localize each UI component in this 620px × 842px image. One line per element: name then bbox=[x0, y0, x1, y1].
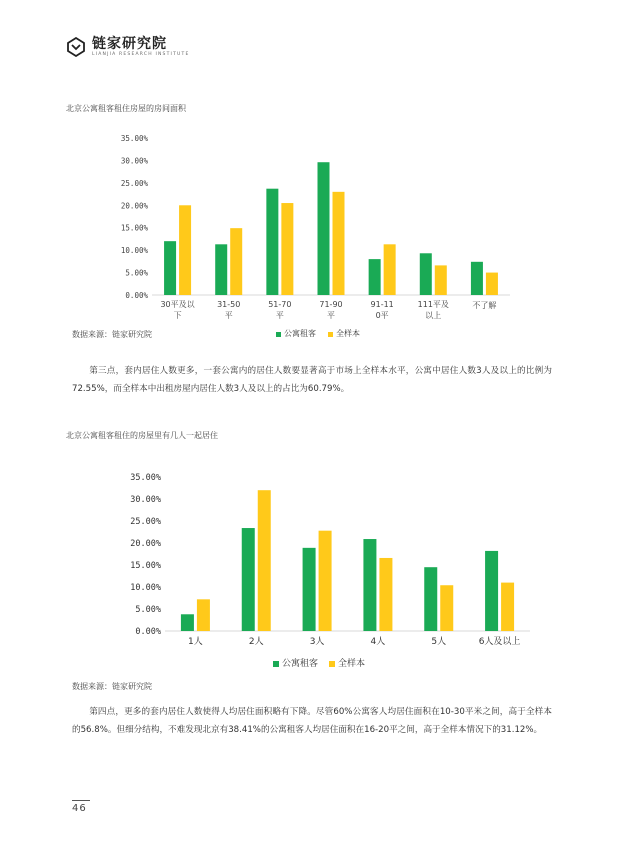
y-tick-label: 5.00% bbox=[135, 605, 161, 615]
bar bbox=[471, 262, 483, 295]
bar bbox=[424, 567, 437, 631]
x-tick-label: 111平及 bbox=[417, 300, 449, 309]
bar bbox=[440, 585, 453, 631]
y-tick-label: 25.00% bbox=[130, 517, 161, 527]
y-tick-label: 0.00% bbox=[125, 291, 148, 300]
chart2-title: 北京公寓租客租住的房屋里有几人一起居住 bbox=[66, 431, 218, 440]
logo bbox=[66, 36, 190, 58]
bar bbox=[258, 490, 271, 631]
legend-swatch bbox=[273, 661, 279, 667]
bar bbox=[319, 531, 332, 631]
bar bbox=[363, 539, 376, 631]
bar bbox=[303, 548, 316, 631]
chart2-source: 数据来源：链家研究院 bbox=[72, 682, 152, 691]
logo-icon bbox=[66, 37, 86, 57]
bar bbox=[485, 551, 498, 631]
x-tick-label: 1人 bbox=[188, 637, 203, 647]
y-tick-label: 30.00% bbox=[120, 156, 148, 166]
y-tick-label: 35.00% bbox=[130, 473, 161, 483]
legend-swatch bbox=[276, 332, 281, 337]
legend-label: 全样本 bbox=[338, 659, 366, 669]
legend-label: 公寓租客 bbox=[282, 659, 319, 669]
chart1-title: 北京公寓租客租住房屋的房间面积 bbox=[66, 104, 186, 113]
bar bbox=[281, 203, 293, 295]
bar bbox=[197, 599, 210, 631]
chart1-source: 数据来源：链家研究院 bbox=[72, 330, 152, 339]
x-tick-label: 3人 bbox=[309, 637, 325, 647]
bar bbox=[384, 244, 396, 295]
bar bbox=[242, 528, 255, 631]
x-tick-label: 71-90 bbox=[319, 300, 343, 309]
y-tick-label: 10.00% bbox=[130, 583, 161, 593]
legend-label: 公寓租客 bbox=[284, 329, 316, 338]
x-tick-label: 2人 bbox=[248, 637, 264, 647]
y-tick-label: 15.00% bbox=[130, 561, 161, 571]
x-tick-label: 31-50 bbox=[217, 300, 241, 309]
y-tick-label: 15.00% bbox=[120, 223, 148, 233]
x-tick-label-cont: 以上 bbox=[425, 311, 442, 320]
x-tick-label: 不了解 bbox=[472, 301, 497, 310]
page-number: 46 bbox=[72, 803, 87, 814]
bar bbox=[435, 265, 447, 295]
x-tick-label: 4人 bbox=[370, 637, 386, 647]
bar bbox=[179, 205, 191, 295]
y-tick-label: 35.00% bbox=[120, 134, 148, 143]
y-tick-label: 20.00% bbox=[130, 539, 161, 549]
x-tick-label-cont: 下 bbox=[173, 311, 182, 320]
chart2-plot bbox=[130, 473, 530, 669]
y-tick-label: 10.00% bbox=[120, 246, 148, 256]
x-tick-label: 30平及以 bbox=[160, 300, 195, 309]
x-tick-label: 91-11 bbox=[370, 300, 394, 309]
bar bbox=[501, 583, 514, 631]
x-tick-label: 5人 bbox=[431, 637, 447, 647]
bar bbox=[420, 253, 432, 295]
bar bbox=[230, 228, 242, 295]
paragraph-1-text: 第三点，套内居住人数更多，一套公寓内的居住人数要显著高于市场上全样本水平，公寓中居住人数3人及以上的比例为72.55%，而全样本中出租房屋内居住人数3人及以上的占比为60.79%。 bbox=[72, 366, 552, 394]
y-tick-label: 20.00% bbox=[120, 201, 148, 211]
x-tick-label-cont: 平 bbox=[224, 311, 233, 320]
bar bbox=[215, 244, 227, 295]
y-tick-label: 30.00% bbox=[130, 495, 161, 505]
x-tick-label-cont: 0平 bbox=[375, 311, 389, 320]
bar bbox=[333, 192, 345, 295]
paragraph-2 bbox=[72, 703, 552, 739]
bar bbox=[266, 189, 278, 295]
legend-swatch bbox=[329, 661, 335, 667]
bar bbox=[318, 162, 330, 295]
x-tick-label-cont: 平 bbox=[275, 311, 284, 320]
chart1-plot bbox=[121, 134, 510, 338]
page-number-rule bbox=[72, 800, 90, 801]
bar bbox=[369, 259, 381, 295]
bar bbox=[379, 558, 392, 631]
bar bbox=[181, 614, 194, 631]
x-tick-label-cont: 平 bbox=[327, 311, 335, 320]
logo-subtitle: LIANJIA RESEARCH INSTITUTE bbox=[92, 52, 190, 57]
legend-label: 全样本 bbox=[336, 329, 360, 338]
legend-swatch bbox=[328, 332, 333, 337]
paragraph-2-text: 第四点，更多的套内居住人数使得人均居住面积略有下降。尽管60%公寓客人均居住面积在10-30平米之间，高于全样本的56.8%。但细分结构，不难发现北京有38.41%的公寓租客人均居住面积在16-20平之间，高于全样本情况下的31.12%。 bbox=[72, 707, 552, 735]
y-tick-label: 5.00% bbox=[125, 268, 148, 278]
paragraph-1 bbox=[72, 362, 552, 398]
y-tick-label: 0.00% bbox=[135, 627, 161, 637]
y-tick-label: 25.00% bbox=[120, 178, 148, 188]
logo-title: 链家研究院 bbox=[92, 36, 167, 52]
bar bbox=[486, 273, 498, 295]
bar bbox=[164, 241, 176, 295]
x-tick-label: 51-70 bbox=[268, 300, 292, 309]
x-tick-label: 6人及以上 bbox=[478, 637, 521, 647]
